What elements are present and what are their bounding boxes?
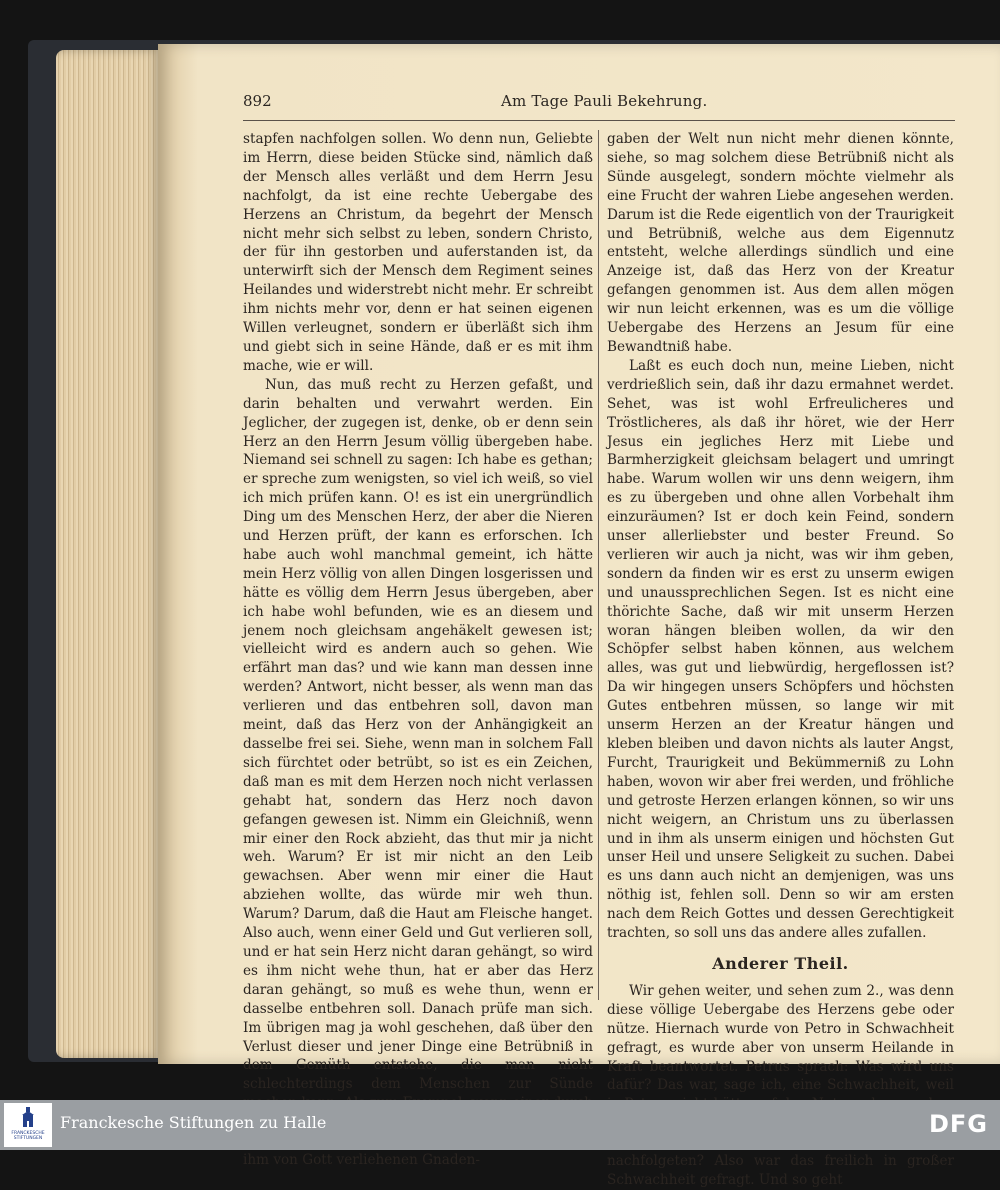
paragraph: Nun, das muß recht zu Herzen gefaßt, und darin behalten und verwahrt werden. Ein Jeglicher, der zugegen ist, denke, ob er denn sein Herz an den Herrn Jesum völlig übergeben habe. Niemand sei schnell zu sagen: Ich habe es gethan; er spreche zum wenigsten, so viel ich weiß, so viel ich mich prüfen kann. O! es ist ein unergründlich Ding um des Menschen Herz, der aber die Nieren und Herzen prüft, der kann es erforschen. Ich habe auch wohl manchmal gemeint, ich hätte mein Herz völlig von allen Dingen losgerissen und hätte es völlig dem Herrn Jesus übergeben, aber ich habe wohl befunden, wie es an diesem und jenem noch gleichsam angehäkelt gewesen ist; vielleicht wird es andern auch so gehen. Wie erfährt man das? und wie kann man dessen inne werden? Antwort, nicht besser, als wenn man das verlieren und das entbehren soll, davon man meint, daß das Herz von der Anhängigkeit an dasselbe frei sei. Siehe, wenn man in solchem Fall sich fürchtet oder betrübt, so ist es ein Zeichen, daß man es mit dem Herzen noch nicht verlassen gehabt hat, sondern das Herz noch davon gefangen gewesen ist. Nimm ein Gleichniß, wenn mir einer den Rock abzieht, das thut mir ja nicht weh. Warum? Er ist mir nicht an den Leib gewachsen. Aber wenn mir einer die Haut abziehen wollte, das würde mir weh thun. Warum? Darum, daß die Haut am Fleische hanget. Also auch, wenn einer Geld und Gut verlieren soll, und er hat sein Herz nicht daran gehängt, so wird es ihm nicht wehe thun, hat er aber das Herz daran gehängt, so muß es wehe thun, wenn er dasselbe entbehren soll. Danach prüfe man sich. Im übrigen mag ja wohl geschehen, daß über den Verlust dieser und jener Dinge eine Betrübniß in dem Gemüth entstehe, die man nicht schlechterdings dem Menschen zur Sünde ihm von Gott verliehenen Gnaden-	[243, 376, 593, 1168]
section-heading: Anderer Theil.	[712, 953, 849, 973]
logo-text-line2: STIFTUNGEN	[13, 1136, 43, 1141]
paragraph: Wir gehen weiter, und sehen zum 2., was denn diese völlige Uebergabe des Herzens gebe oder nütze. Hiernach wurde von Petro in Schwachheit gefragt, es wurde aber von unserm Heilande in Kraft beantwortet. Petrus sprach: Was wird uns dafür? Das war, sage ich, eine Schwachheit, weil nachfolgeten? Also war das freilich in großer Schwachheit gefragt. Und so geht	[607, 982, 954, 1188]
footer-title[interactable]: Franckesche Stiftungen zu Halle	[60, 1113, 327, 1132]
column-divider	[598, 130, 599, 1000]
footer-bar	[0, 1100, 1000, 1150]
francke-logo[interactable]	[4, 1103, 52, 1147]
logo-text-line1: FRANCKESCHE	[11, 1131, 45, 1136]
paragraph: Laßt es euch doch nun, meine Lieben, nicht verdrießlich sein, daß ihr dazu ermahnet werdet. Sehet, was ist wohl Erfreulicheres und Tröstlicheres, als daß ihr höret, wie der Herr Jesus ein jegliches Herz mit Liebe und Barmherzigkeit gleichsam belagert und umringt habe. Warum wollen wir uns denn weigern, ihm es zu übergeben und ohne allen Vorbehalt ihm einzuräumen? Ist er doch kein Feind, sondern unser allerliebster und bester Freund. So verlieren wir auch ja nicht, was wir ihm geben, sondern da finden wir es erst zu unserm ewigen und unaussprechlichen Segen. Ist es nicht eine thörichte Sache, daß wir mit unserm Herzen woran hängen bleiben wollen, da wir den Schöpfer selbst haben können, aus welchem alles, was gut und liebwürdig, hergeflossen ist? Da wir hingegen unsers Schöpfers und höchsten Gutes entbehren müssen, so lange wir mit unserm Herzen an der Kreatur hängen und kleben bleiben und davon nichts als lauter Angst, Furcht, Traurigkeit und Bekümmerniß zu Lohn haben, wovon wir aber frei werden, und fröhliche und getroste Herzen erlangen können, so wir uns nicht weigern, an Christum uns zu überlassen und in ihm als unserm einigen und höchsten Gut unser Heil und unsere Seligkeit zu suchen. Dabei es uns dann auch nicht an demjenigen, was uns nöthig ist, fehlen soll. Denn so wir am ersten nach dem Reich Gottes und dessen Gerechtigkeit trachten, so soll uns das andere alles zufallen.	[607, 357, 954, 942]
paragraph: stapfen nachfolgen sollen. Wo denn nun, Geliebte im Herrn, diese beiden Stücke sind, nämlich daß der Mensch alles verläßt und dem Herrn Jesu nachfolgt, da ist eine rechte Uebergabe des Herzens an Christum, da begehrt der Mensch nicht mehr sich selbst zu leben, sondern Christo, der für ihn gestorben und auferstanden ist, da unterwirft sich der Mensch dem Regiment seines Heilandes und widerstrebt nicht mehr. Er schreibt ihm nichts mehr vor, denn er hat seinen eigenen Willen verleugnet, sondern er überläßt sich ihm und giebt sich in seine Hände, daß er es mit ihm mache, wie er will.	[243, 131, 593, 374]
right-column	[607, 130, 954, 1190]
building-icon	[20, 1107, 36, 1129]
page-header	[243, 92, 955, 114]
page-edges	[56, 50, 161, 1058]
header-rule	[243, 120, 955, 121]
left-column	[243, 130, 593, 1170]
running-head: Am Tage Pauli Bekehrung.	[501, 92, 708, 110]
dfg-logo[interactable]: DFG	[928, 1110, 988, 1138]
page-number: 892	[243, 92, 272, 110]
paragraph: gaben der Welt nun nicht mehr dienen könnte, siehe, so mag solchem diese Betrübniß nicht als Sünde ausgelegt, sondern möchte vielmehr als eine Frucht der wahren Liebe angesehen werden. Darum ist die Rede eigentlich von der Traurigkeit und Betrübniß, welche aus dem Eigennutz entsteht, welche allerdings sündlich und eine Anzeige ist, daß das Herz von der Kreatur gefangen genommen ist. Aus dem allen mögen wir nun leicht erkennen, was es um die völlige Uebergabe des Herzens an Jesum für eine Bewandtniß habe.	[607, 131, 954, 355]
